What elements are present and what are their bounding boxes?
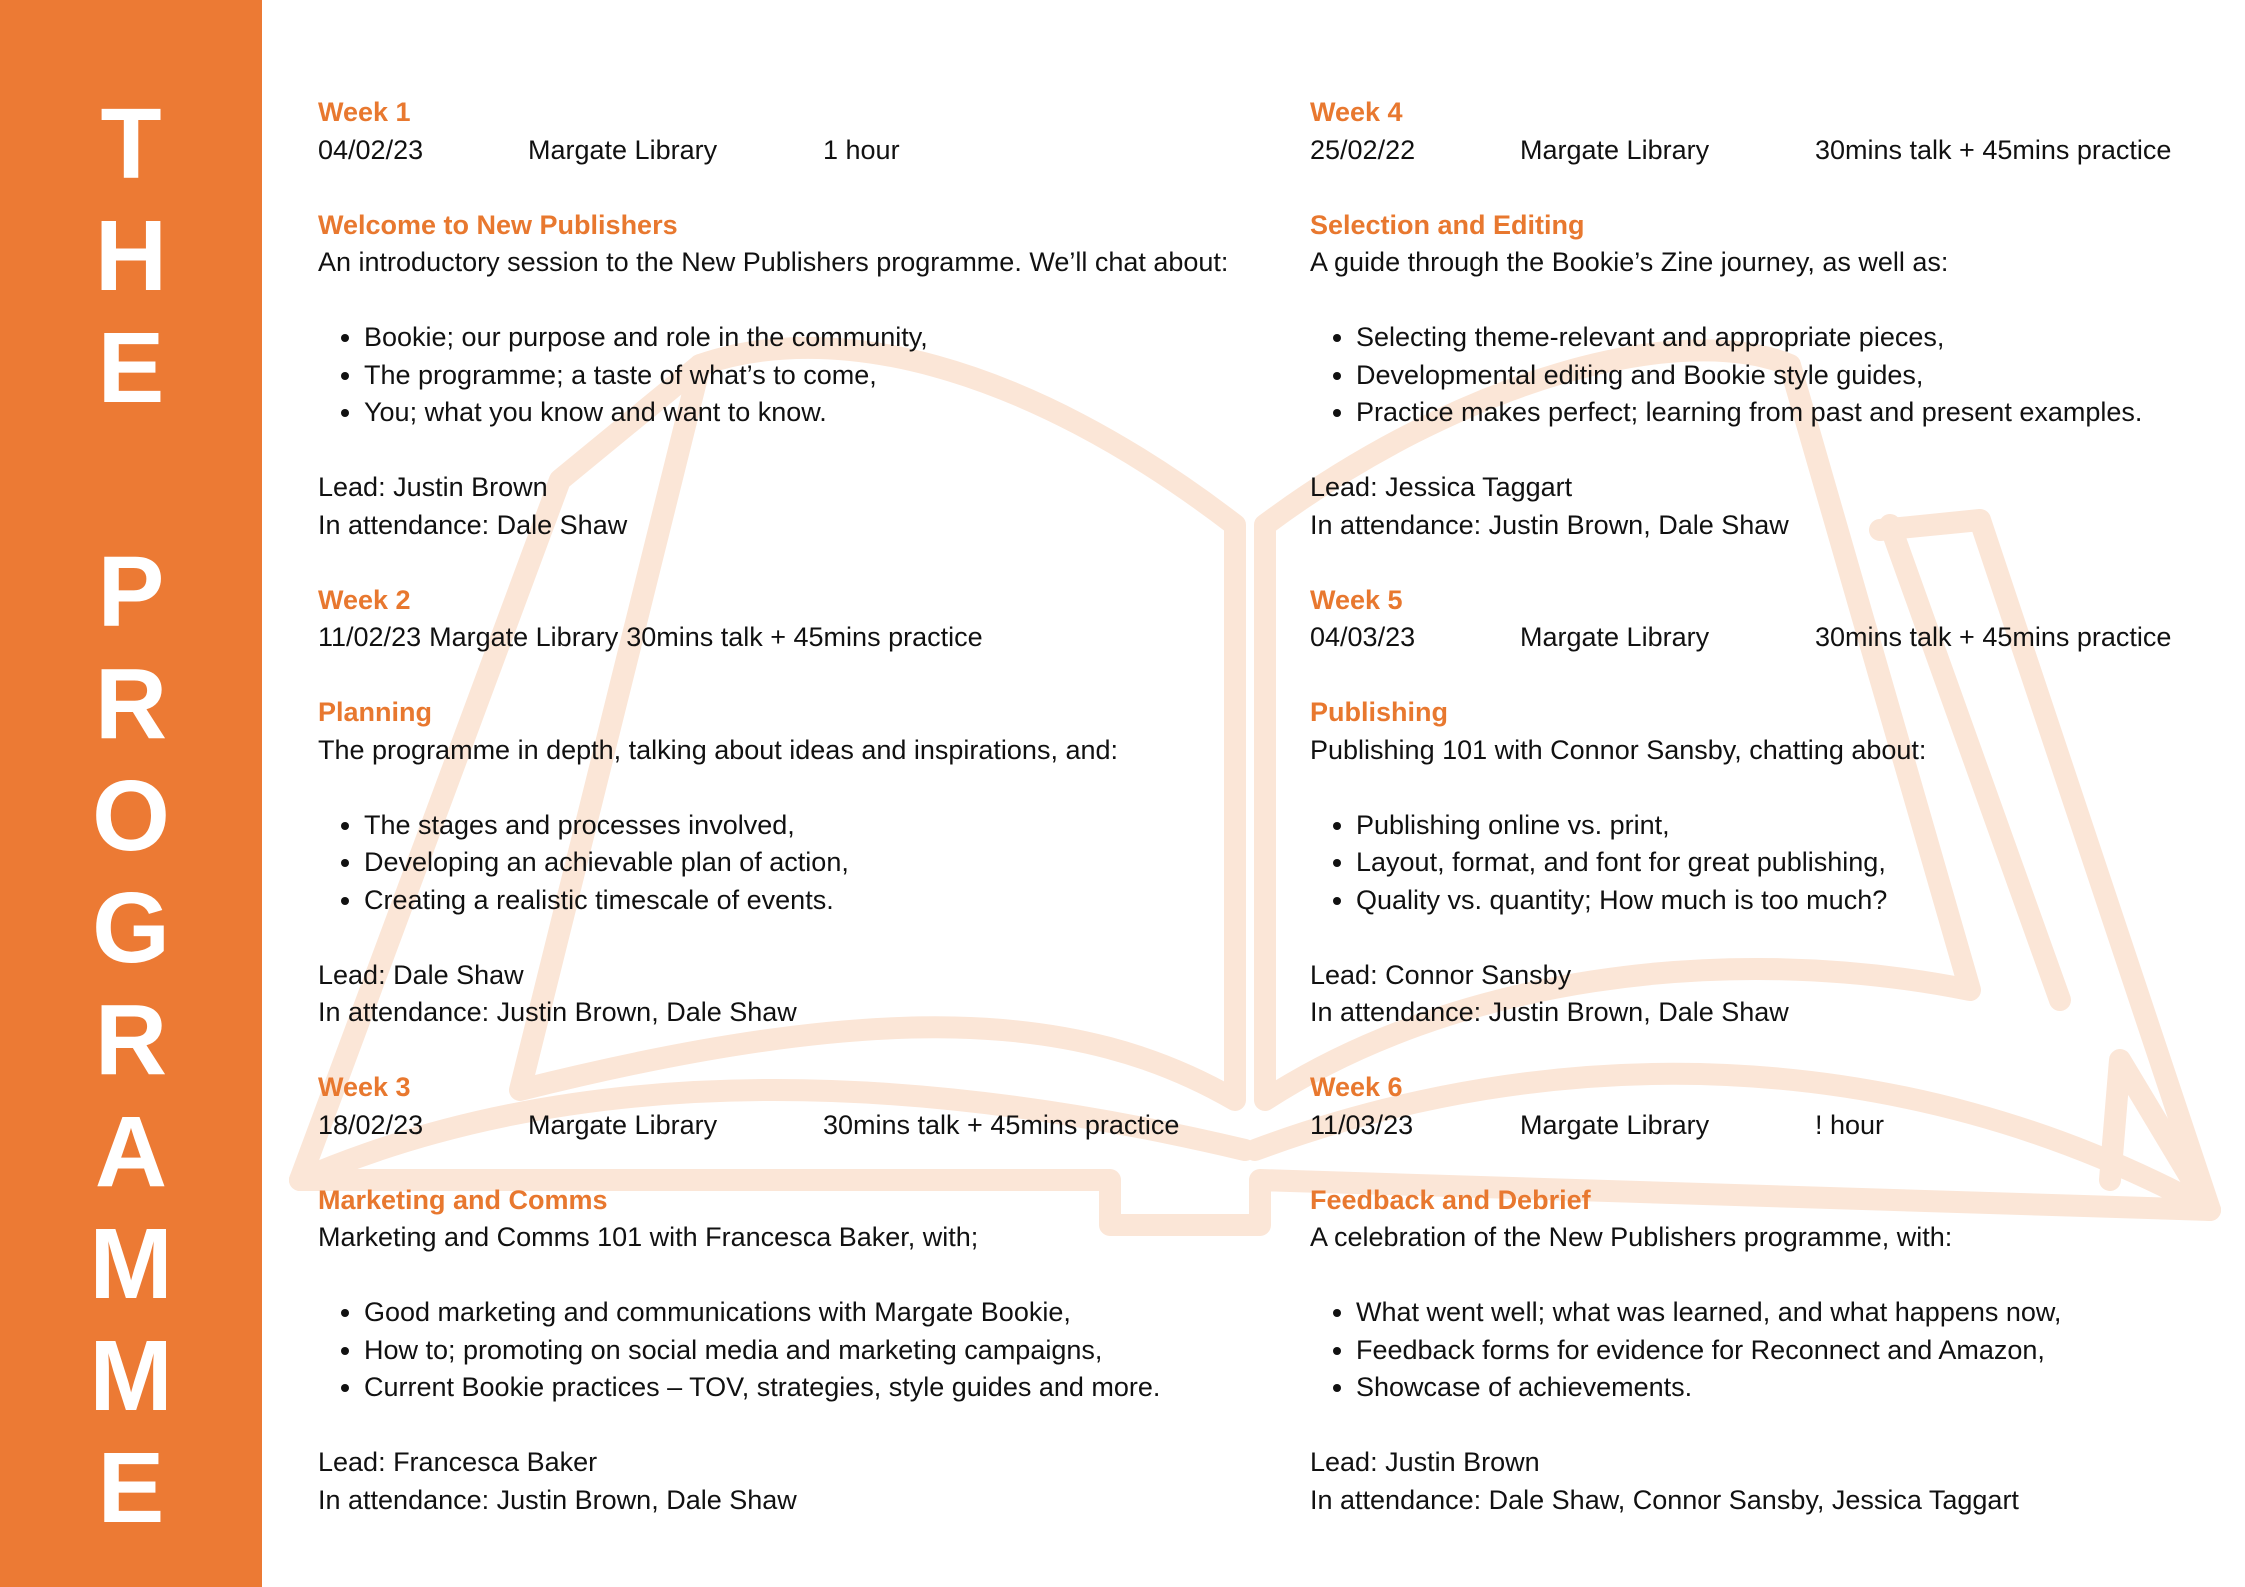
session-location: Margate Library — [1520, 1109, 1710, 1140]
session-week-5 — [1310, 582, 2210, 1032]
title-letter: E — [97, 312, 165, 424]
title-letter: O — [92, 760, 170, 872]
topic-item: • What went well; what was learned, and what happens now, — [1356, 1294, 2210, 1332]
session-duration: 1 hour — [823, 134, 900, 165]
topic-list — [318, 807, 1258, 920]
right-column — [1310, 94, 2210, 1557]
session-week-3 — [318, 1069, 1258, 1519]
topic-item: • Quality vs. quantity; How much is too much? — [1356, 882, 2210, 920]
session-meta — [1310, 619, 2210, 657]
session-attendance: In attendance: Justin Brown, Dale Shaw — [1310, 509, 1789, 540]
programme-title — [0, 88, 262, 1544]
session-title: Welcome to New Publishers — [318, 209, 678, 240]
sidebar — [0, 0, 262, 1587]
session-date: 11/03/23 — [1310, 1109, 1414, 1140]
session-intro: A guide through the Bookie’s Zine journey, as well as: — [1310, 247, 1949, 277]
session-week-1 — [318, 94, 1258, 544]
session-meta — [318, 1107, 1258, 1145]
session-week-4 — [1310, 94, 2210, 544]
session-lead: Lead: Dale Shaw — [318, 959, 524, 990]
topic-list — [1310, 1294, 2210, 1407]
session-title: Publishing — [1310, 697, 1448, 727]
session-week-6 — [1310, 1069, 2210, 1519]
session-meta — [1310, 1107, 2210, 1145]
topic-item: • Practice makes perfect; learning from past and present examples. — [1356, 394, 2210, 432]
topic-list — [318, 1294, 1258, 1407]
topic-list — [1310, 319, 2210, 432]
session-title: Planning — [318, 697, 432, 727]
topic-item: • Developing an achievable plan of action, — [364, 844, 1258, 882]
title-letter: M — [89, 1320, 173, 1432]
title-letter: R — [94, 648, 168, 760]
session-intro: A celebration of the New Publishers programme, with: — [1310, 1222, 1953, 1252]
title-letter: P — [97, 536, 165, 648]
session-date: 04/03/23 — [1310, 622, 1416, 652]
topic-item: • Selecting theme-relevant and appropriate pieces, — [1356, 319, 2210, 357]
session-lead: Lead: Francesca Baker — [318, 1447, 598, 1477]
session-date: 25/02/22 — [1310, 134, 1416, 165]
topic-item: • Current Bookie practices – TOV, strategies, style guides and more. — [364, 1369, 1258, 1407]
week-label: Week 1 — [318, 97, 411, 127]
left-column — [318, 94, 1258, 1557]
session-lead: Lead: Connor Sansby — [1310, 959, 1572, 990]
session-lead: Lead: Justin Brown — [318, 472, 548, 502]
session-attendance: In attendance: Dale Shaw, Connor Sansby, Jessica Taggart — [1310, 1484, 2019, 1515]
topic-list — [318, 319, 1258, 432]
title-letter: E — [97, 1432, 165, 1544]
session-duration: 30mins talk + 45mins practice — [626, 622, 983, 652]
session-location: Margate Library — [1520, 134, 1710, 165]
session-meta — [318, 619, 1258, 657]
session-date: 04/02/23 — [318, 134, 424, 165]
week-label: Week 6 — [1310, 1072, 1403, 1102]
topic-item: • Creating a realistic timescale of events. — [364, 882, 1258, 920]
title-letter: R — [94, 984, 168, 1096]
session-lead: Lead: Justin Brown — [1310, 1447, 1540, 1477]
session-intro: The programme in depth, talking about ideas and inspirations, and: — [318, 734, 1118, 765]
title-letter: G — [92, 872, 170, 984]
week-label: Week 2 — [318, 584, 411, 615]
title-letter: M — [89, 1208, 173, 1320]
session-attendance: In attendance: Justin Brown, Dale Shaw — [318, 997, 797, 1027]
session-title: Selection and Editing — [1310, 209, 1585, 240]
week-label: Week 4 — [1310, 97, 1403, 127]
session-intro: An introductory session to the New Publishers programme. We’ll chat about: — [318, 247, 1229, 277]
session-duration: 30mins talk + 45mins practice — [823, 1109, 1180, 1140]
week-label: Week 5 — [1310, 584, 1403, 615]
session-title: Feedback and Debrief — [1310, 1184, 1591, 1215]
topic-item: • Publishing online vs. print, — [1356, 807, 2210, 845]
week-label: Week 3 — [318, 1072, 411, 1102]
topic-list — [1310, 807, 2210, 920]
title-letter: A — [94, 1096, 168, 1208]
session-attendance: In attendance: Dale Shaw — [318, 509, 628, 540]
session-duration: 30mins talk + 45mins practice — [1815, 622, 2172, 652]
title-letter: H — [94, 200, 168, 312]
session-location: Margate Library — [1520, 622, 1710, 652]
session-meta — [1310, 132, 2210, 170]
session-intro: Marketing and Comms 101 with Francesca Baker, with; — [318, 1222, 979, 1252]
session-intro: Publishing 101 with Connor Sansby, chatting about: — [1310, 734, 1927, 765]
topic-item: • Developmental editing and Bookie style guides, — [1356, 357, 2210, 395]
topic-item: • Showcase of achievements. — [1356, 1369, 2210, 1407]
session-week-2 — [318, 582, 1258, 1032]
session-location: Margate Library — [528, 134, 718, 165]
session-date: 18/02/23 — [318, 1109, 424, 1140]
topic-item: • Layout, format, and font for great publishing, — [1356, 844, 2210, 882]
session-duration: ! hour — [1815, 1109, 1885, 1140]
topic-item: • How to; promoting on social media and marketing campaigns, — [364, 1332, 1258, 1370]
topic-item: • You; what you know and want to know. — [364, 394, 1258, 432]
session-lead: Lead: Jessica Taggart — [1310, 472, 1573, 502]
title-letter: T — [100, 88, 162, 200]
topic-item: • Feedback forms for evidence for Reconnect and Amazon, — [1356, 1332, 2210, 1370]
topic-item: • The programme; a taste of what’s to come, — [364, 357, 1258, 395]
session-attendance: In attendance: Justin Brown, Dale Shaw — [1310, 997, 1789, 1027]
topic-item: • The stages and processes involved, — [364, 807, 1258, 845]
session-meta — [318, 132, 1258, 170]
session-title: Marketing and Comms — [318, 1184, 608, 1215]
session-date: 11/02/23 — [318, 622, 422, 652]
topic-item: • Bookie; our purpose and role in the community, — [364, 319, 1258, 357]
session-duration: 30mins talk + 45mins practice — [1815, 134, 2172, 165]
session-location: Margate Library — [528, 1109, 718, 1140]
topic-item: • Good marketing and communications with Margate Bookie, — [364, 1294, 1258, 1332]
session-location: Margate Library — [429, 622, 619, 652]
session-attendance: In attendance: Justin Brown, Dale Shaw — [318, 1484, 797, 1515]
